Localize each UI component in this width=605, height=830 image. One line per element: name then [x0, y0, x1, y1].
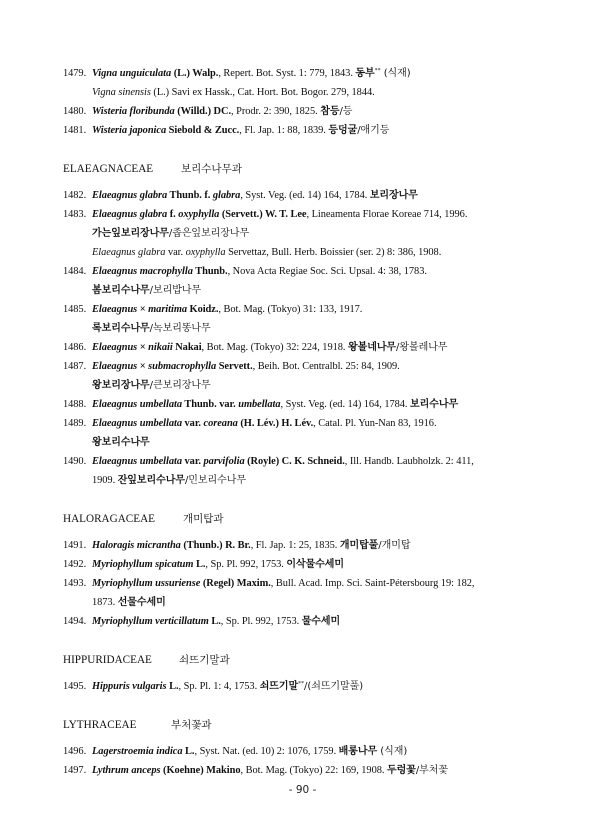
family-korean-name: 쇠뜨기말과 — [179, 654, 230, 666]
text-segment: (Royle) C. K. Schneid. — [244, 456, 345, 467]
entry-text — [92, 357, 400, 376]
entry-number: 1488. — [63, 399, 87, 410]
family-latin-name: ELAEAGNACEAE — [63, 163, 154, 175]
species-entry — [63, 555, 543, 574]
text-segment: L. — [208, 616, 221, 627]
text-segment: Vigna sinensis — [92, 87, 151, 98]
text-segment: , Syst. Veg. (ed. 14) 164, 1784. — [240, 190, 370, 201]
entry-text — [92, 64, 411, 83]
entry-text — [92, 121, 389, 140]
korean-name: 참등 — [320, 106, 340, 117]
text-segment: (L.) Savi ex Hassk., Cat. Hort. Bot. Bogor. 279, 1844. — [150, 87, 375, 98]
entry-continuation — [63, 593, 543, 612]
family-korean-name: 보리수나무과 — [181, 163, 242, 175]
korean-name: 왕보리장나무 — [92, 380, 150, 391]
text-segment: Elaeagnus — [92, 361, 138, 372]
entry-continuation — [63, 319, 543, 338]
text-segment: (Regel) Maxim. — [200, 578, 271, 589]
text-segment: , Syst. Nat. (ed. 10) 2: 1076, 1759. — [194, 746, 339, 757]
text-segment: Thunb. — [192, 266, 228, 277]
entry-number: 1487. — [63, 361, 87, 372]
entry-number: 1489. — [63, 418, 87, 429]
text-segment: Haloragis micrantha — [92, 540, 181, 551]
family-latin-name: HIPPURIDACEAE — [63, 654, 152, 666]
text-segment: Elaeagnus umbellata — [92, 456, 182, 467]
entry-text — [92, 319, 211, 338]
entry-number: 1496. — [63, 746, 87, 757]
entry-text — [92, 376, 211, 395]
korean-name: 선물수세미 — [117, 597, 166, 608]
text-segment: × — [137, 342, 149, 353]
entry-continuation — [63, 243, 543, 262]
entry-text — [92, 742, 407, 761]
entry-number: 1480. — [63, 106, 87, 117]
entry-number: 1492. — [63, 559, 87, 570]
species-entry — [63, 102, 543, 121]
text-segment: Wisteria floribunda — [92, 106, 175, 117]
text-segment: parvifolia — [203, 456, 245, 467]
text-segment: , Repert. Bot. Syst. 1: 779, 1843. — [218, 68, 356, 79]
text-segment: umbellata — [238, 399, 281, 410]
text-segment: , Sp. Pl. 992, 1753. — [220, 616, 302, 627]
text-segment: (Thunb.) R. Br. — [180, 540, 251, 551]
korean-name: 가는잎보리장나무 — [92, 228, 169, 239]
text-segment: Elaeagnus umbellata — [92, 399, 182, 410]
korean-name: 이삭물수세미 — [286, 559, 345, 570]
text-segment: coreana — [203, 418, 238, 429]
entry-text — [92, 205, 467, 224]
text-segment: 1909. — [92, 475, 118, 486]
family-heading — [63, 714, 543, 736]
species-entry — [63, 186, 543, 205]
text-segment: (L.) Walp. — [171, 68, 219, 79]
family-latin-name: HALORAGACEAE — [63, 513, 155, 525]
entry-text — [92, 414, 437, 433]
species-entry — [63, 536, 543, 555]
species-entry — [63, 452, 543, 471]
text-segment: oxyphylla — [178, 209, 220, 220]
text-segment: Hippuris vulgaris — [92, 681, 167, 692]
text-segment: (Willd.) DC. — [174, 106, 231, 117]
entry-number: 1484. — [63, 266, 87, 277]
entry-number: 1486. — [63, 342, 87, 353]
text-segment: L. — [193, 559, 206, 570]
text-segment: Elaeagnus glabra — [92, 247, 166, 258]
text-segment: Servett. — [216, 361, 253, 372]
text-segment: /등 — [339, 106, 353, 117]
text-segment: Thunb. f. — [167, 190, 213, 201]
text-segment: , Beih. Bot. Centralbl. 25: 84, 1909. — [252, 361, 400, 372]
korean-name: 봄보리수나무 — [92, 285, 150, 296]
text-segment: Vigna unguiculata — [92, 68, 172, 79]
text-segment: Lagerstroemia indica — [92, 746, 183, 757]
entry-number: 1482. — [63, 190, 87, 201]
text-segment: /애기등 — [357, 125, 390, 136]
korean-name: 배롱나무 — [338, 746, 378, 757]
korean-name: 보리장나무 — [369, 190, 418, 201]
korean-name: 등덩굴 — [328, 125, 358, 136]
text-segment: Servettaz, Bull. Herb. Boissier (ser. 2) 8: 386, 1908. — [225, 247, 442, 258]
species-entry — [63, 205, 543, 224]
text-segment: , Fl. Jap. 1: 88, 1839. — [239, 125, 329, 136]
text-segment: Nakai — [172, 342, 202, 353]
family-heading — [63, 508, 543, 530]
text-segment: , Fl. Jap. 1: 25, 1835. — [250, 540, 340, 551]
text-segment: f. — [167, 209, 179, 220]
species-entry — [63, 262, 543, 281]
species-entry — [63, 338, 543, 357]
korean-name: 물수세미 — [301, 616, 341, 627]
species-entry — [63, 121, 543, 140]
family-heading — [63, 158, 543, 180]
text-segment: , Bot. Mag. (Tokyo) 32: 224, 1918. — [201, 342, 348, 353]
entry-text — [92, 574, 474, 593]
text-segment: , Syst. Veg. (ed. 14) 164, 1784. — [280, 399, 410, 410]
korean-name: 왕볼네나무 — [347, 342, 397, 353]
entry-number: 1485. — [63, 304, 87, 315]
korean-name: 두렁꽃 — [386, 765, 416, 776]
text-segment: Elaeagnus glabra — [92, 209, 168, 220]
entry-text — [92, 761, 448, 780]
text-segment: Myriophyllum spicatum — [92, 559, 194, 570]
text-segment: L. — [166, 681, 179, 692]
text-segment: var. — [181, 456, 204, 467]
entry-text — [92, 471, 246, 490]
entry-text — [92, 593, 166, 612]
text-segment: nikaii — [148, 342, 173, 353]
entry-text — [92, 83, 375, 102]
entry-continuation — [63, 433, 543, 452]
text-segment: , Prodr. 2: 390, 1825. — [231, 106, 321, 117]
text-segment: glabra — [212, 190, 241, 201]
entry-number: 1493. — [63, 578, 87, 589]
text-segment: Lythrum anceps — [92, 765, 161, 776]
text-segment: (H. Lév.) H. Lév. — [237, 418, 314, 429]
text-segment: , Sp. Pl. 1: 4, 1753. — [178, 681, 260, 692]
korean-name: 쇠뜨기말 — [259, 681, 299, 692]
species-entry — [63, 357, 543, 376]
entry-number: 1479. — [63, 68, 87, 79]
text-segment: , Sp. Pl. 992, 1753. — [205, 559, 287, 570]
family-korean-name: 개미탑과 — [183, 513, 224, 525]
entry-text — [92, 300, 362, 319]
entry-number: 1497. — [63, 765, 87, 776]
entry-text — [92, 395, 458, 414]
text-segment: /좁은잎보리장나무 — [168, 228, 250, 239]
text-segment: /부처꽃 — [415, 765, 448, 776]
entry-continuation — [63, 376, 543, 395]
entry-number: 1494. — [63, 616, 87, 627]
species-entry — [63, 761, 543, 780]
entry-number: 1490. — [63, 456, 87, 467]
footnote-mark: ** — [374, 68, 381, 74]
entry-continuation — [63, 83, 543, 102]
footnote-mark: ** — [298, 681, 305, 687]
species-entry — [63, 414, 543, 433]
korean-name: 록보리수나무 — [92, 323, 150, 334]
entry-text — [92, 338, 447, 357]
text-segment: Myriophyllum verticillatum — [92, 616, 209, 627]
text-segment: Elaeagnus macrophylla — [92, 266, 193, 277]
text-segment: (Servett.) W. T. Lee — [219, 209, 307, 220]
text-segment: Myriophyllum ussuriense — [92, 578, 201, 589]
text-segment: /민보리수나무 — [184, 475, 246, 486]
entry-text — [92, 677, 363, 696]
entry-text — [92, 612, 340, 631]
text-segment: /보리밥나무 — [149, 285, 202, 296]
text-segment: Siebold & Zucc. — [166, 125, 240, 136]
text-segment: , Nova Acta Regiae Soc. Sci. Upsal. 4: 38, 1783. — [227, 266, 427, 277]
text-segment: Koidz. — [187, 304, 219, 315]
entry-text — [92, 186, 418, 205]
species-entry — [63, 742, 543, 761]
text-segment: , Lineamenta Florae Koreae 714, 1996. — [306, 209, 468, 220]
text-segment: (식재) — [377, 746, 408, 757]
text-segment: , Bot. Mag. (Tokyo) 22: 169, 1908. — [240, 765, 387, 776]
text-segment: /큰보리장나무 — [149, 380, 211, 391]
species-entry — [63, 64, 543, 83]
entry-continuation — [63, 281, 543, 300]
species-entry — [63, 612, 543, 631]
text-segment: Elaeagnus glabra — [92, 190, 168, 201]
entry-text — [92, 433, 150, 452]
family-heading — [63, 649, 543, 671]
text-segment: var. — [165, 247, 186, 258]
text-segment: × — [137, 304, 149, 315]
entry-text — [92, 536, 410, 555]
entry-continuation — [63, 471, 543, 490]
text-segment: × — [137, 361, 149, 372]
text-segment: /녹보리똥나무 — [149, 323, 211, 334]
korean-name: 잔잎보리수나무 — [117, 475, 185, 486]
entry-text — [92, 452, 474, 471]
text-segment: oxyphylla — [185, 247, 226, 258]
entry-number: 1481. — [63, 125, 87, 136]
text-segment: /(쇠뜨기말풀) — [304, 681, 364, 692]
text-segment: Wisteria japonica — [92, 125, 167, 136]
text-segment: Elaeagnus — [92, 342, 138, 353]
text-segment: L. — [182, 746, 195, 757]
korean-name: 동부 — [355, 68, 375, 79]
text-segment: 1873. — [92, 597, 118, 608]
text-segment: , Bot. Mag. (Tokyo) 31: 133, 1917. — [218, 304, 363, 315]
page-number: - 90 - — [288, 784, 317, 796]
text-segment: (Koehne) Makino — [160, 765, 241, 776]
text-segment: Elaeagnus — [92, 304, 138, 315]
species-entry — [63, 677, 543, 696]
text-segment: var. — [181, 418, 204, 429]
korean-name: 보리수나무 — [410, 399, 459, 410]
text-segment: maritima — [148, 304, 187, 315]
text-segment: (식재) — [380, 68, 411, 79]
species-entry — [63, 300, 543, 319]
text-segment: , Catal. Pl. Yun-Nan 83, 1916. — [313, 418, 437, 429]
family-korean-name: 부처꽃과 — [171, 719, 212, 731]
entry-text — [92, 555, 344, 574]
entry-continuation — [63, 224, 543, 243]
text-segment: submacrophylla — [148, 361, 217, 372]
text-segment: Thunb. var. — [181, 399, 239, 410]
family-latin-name: LYTHRACEAE — [63, 719, 137, 731]
text-segment: /왕볼레나무 — [396, 342, 448, 353]
korean-name: 왕보리수나무 — [92, 437, 150, 448]
entry-text — [92, 262, 427, 281]
text-segment: , Bull. Acad. Imp. Sci. Saint-Pétersbourg 19: 182, — [270, 578, 475, 589]
entry-text — [92, 224, 249, 243]
entry-text — [92, 281, 201, 300]
text-segment: , Ill. Handb. Laubholzk. 2: 411, — [344, 456, 474, 467]
entry-number: 1483. — [63, 209, 87, 220]
korean-name: 개미탑풀 — [339, 540, 379, 551]
text-segment: Elaeagnus umbellata — [92, 418, 182, 429]
species-entry — [63, 574, 543, 593]
entry-number: 1491. — [63, 540, 87, 551]
entry-text — [92, 102, 352, 121]
species-list — [63, 64, 543, 780]
species-entry — [63, 395, 543, 414]
entry-number: 1495. — [63, 681, 87, 692]
text-segment: /개미탑 — [378, 540, 411, 551]
entry-text — [92, 243, 441, 262]
